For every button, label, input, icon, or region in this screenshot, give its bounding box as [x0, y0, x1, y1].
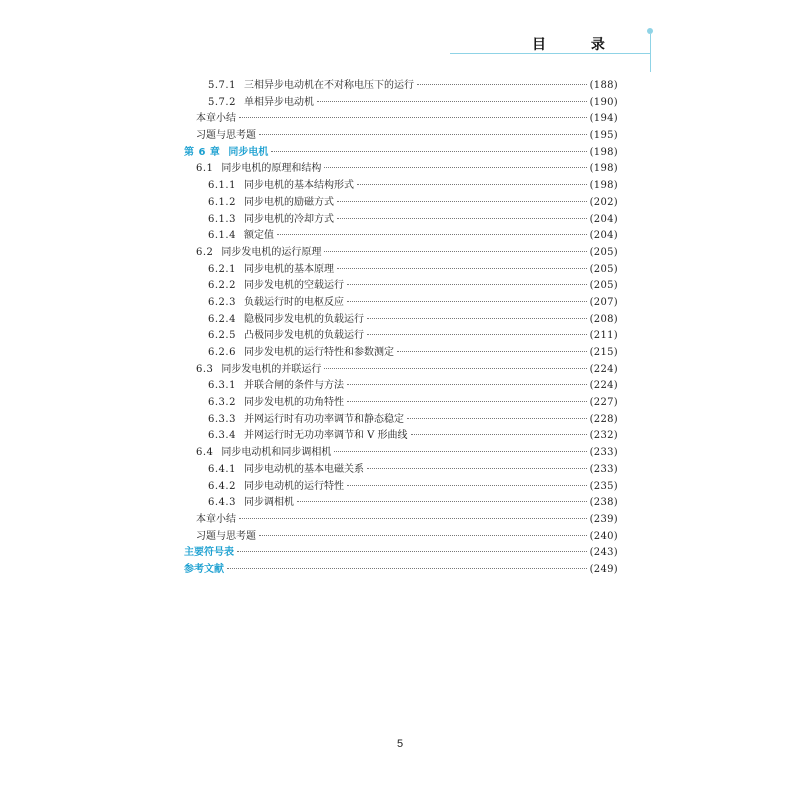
toc-entry-page: (224): [589, 363, 618, 375]
toc-entry-title: 同步电机的原理和结构: [221, 163, 322, 175]
toc-leader-dots: [334, 451, 586, 452]
toc-entry-title: 同步电动机和同步调相机: [221, 447, 332, 459]
toc-leader-dots: [324, 251, 586, 252]
toc-entry-number: 6.2.4: [208, 313, 236, 325]
toc-entry[interactable]: [184, 295, 618, 312]
toc-entry-page: (243): [589, 547, 618, 559]
toc-entry-title: 同步发电机的运行原理: [221, 246, 322, 258]
toc-entry-page: (204): [589, 230, 618, 242]
toc-entry-number: 6.2.6: [208, 347, 236, 358]
toc-entry-title: 同步电机: [228, 146, 269, 158]
toc-chapter-entry[interactable]: [184, 145, 618, 162]
toc-leader-dots: [347, 301, 587, 302]
toc-entry-title: 单相异步电动机: [243, 96, 314, 108]
toc-leader-dots: [407, 418, 587, 419]
toc-entry[interactable]: [184, 245, 618, 262]
toc-entry[interactable]: [184, 195, 618, 212]
page-title: 目 录: [532, 37, 625, 53]
toc-entry-page: (227): [589, 397, 618, 409]
toc-leader-dots: [397, 351, 587, 352]
toc-leader-dots: [277, 234, 587, 235]
toc-entry[interactable]: [184, 362, 618, 379]
toc-entry-title: 同步电动机的基本电磁关系: [243, 463, 364, 475]
toc-entry-number: 5.7.2: [208, 96, 236, 108]
toc-entry-title: 同步调相机: [243, 497, 294, 509]
toc-leader-dots: [297, 501, 587, 502]
toc-entry-number: 6.2.2: [208, 280, 236, 292]
toc-leader-dots: [324, 167, 586, 168]
toc-entry-title: 习题与思考题: [196, 130, 256, 142]
toc-entry-title: 本章小结: [196, 113, 236, 125]
toc-entry-title: 本章小结: [196, 513, 236, 525]
toc-entry-title: 同步发电机的运行特性和参数测定: [243, 347, 394, 358]
toc-entry-page: (205): [589, 280, 618, 292]
toc-entry[interactable]: [184, 529, 618, 546]
toc-entry-number: 6.1.3: [208, 213, 236, 225]
toc-entry-number: 第 6 章: [184, 146, 221, 158]
toc-leader-dots: [367, 334, 587, 335]
toc-entry-title: 同步电机的基本结构形式: [243, 180, 354, 192]
toc-entry-page: (211): [589, 330, 618, 342]
toc-entry-title: 同步电机的基本原理: [243, 263, 334, 275]
toc-leader-dots: [324, 368, 586, 369]
toc-entry-title: 同步发电机的并联运行: [221, 363, 322, 375]
toc-entry-page: (195): [589, 130, 618, 142]
toc-entry[interactable]: [184, 428, 618, 445]
toc-entry-number: 6.1.1: [208, 180, 236, 192]
header-decor-vertical-line: [650, 34, 651, 72]
toc-entry-page: (205): [589, 246, 618, 258]
toc-entry-title: 参考文献: [184, 563, 224, 575]
toc-entry-number: 6.4.3: [208, 497, 236, 509]
toc-entry[interactable]: [184, 328, 618, 345]
toc-entry[interactable]: [184, 495, 618, 512]
toc-entry-number: 6.2.1: [208, 263, 236, 275]
toc-leader-dots: [259, 134, 587, 135]
toc-leader-dots: [237, 551, 587, 552]
toc-entry-number: 6.2.5: [208, 330, 236, 342]
toc-entry-number: 6.4: [196, 447, 214, 459]
toc-entry-number: 6.1.4: [208, 230, 236, 242]
toc-leader-dots: [317, 101, 587, 102]
toc-entry-page: (228): [589, 413, 618, 425]
toc-entry-title: 并联合闸的条件与方法: [243, 380, 344, 392]
toc-entry-title: 隐极同步发电机的负载运行: [243, 313, 364, 325]
toc-entry-number: 6.2.3: [208, 296, 236, 308]
toc-entry-number: 6.4.2: [208, 480, 236, 492]
toc-entry-page: (190): [589, 96, 618, 108]
table-of-contents: [184, 78, 618, 579]
toc-leader-dots: [347, 485, 587, 486]
page-number: 5: [396, 738, 404, 750]
toc-entry-page: (235): [589, 480, 618, 492]
toc-entry-page: (215): [589, 347, 618, 358]
toc-leader-dots: [227, 568, 587, 569]
toc-leader-dots: [337, 201, 587, 202]
toc-entry[interactable]: [184, 78, 618, 95]
toc-entry[interactable]: [184, 479, 618, 496]
toc-entry-number: 6.2: [196, 246, 214, 258]
toc-entry-page: (208): [589, 313, 618, 325]
toc-entry-title: 主要符号表: [184, 547, 234, 559]
toc-entry-page: (238): [589, 497, 618, 509]
toc-entry-page: (224): [589, 380, 618, 392]
toc-leader-dots: [239, 117, 587, 118]
toc-entry-title: 并网运行时有功功率调节和静态稳定: [243, 413, 404, 425]
toc-entry-title: 额定值: [243, 230, 274, 242]
toc-entry-title: 同步电机的冷却方式: [243, 213, 334, 225]
toc-entry-page: (198): [589, 180, 618, 192]
toc-leader-dots: [347, 284, 587, 285]
toc-entry[interactable]: [184, 278, 618, 295]
toc-leader-dots: [337, 268, 587, 269]
toc-leader-dots: [411, 434, 587, 435]
toc-entry[interactable]: [184, 212, 618, 229]
toc-entry[interactable]: [184, 462, 618, 479]
toc-leader-dots: [357, 184, 587, 185]
toc-entry[interactable]: [184, 312, 618, 329]
toc-entry-page: (205): [589, 263, 618, 275]
toc-entry-title: 负载运行时的电枢反应: [243, 296, 344, 308]
toc-entry-number: 6.4.1: [208, 463, 236, 475]
toc-entry-title: 习题与思考题: [196, 530, 256, 542]
toc-entry[interactable]: [184, 445, 618, 462]
toc-entry-number: 6.3: [196, 363, 214, 375]
toc-entry-title: 同步电动机的运行特性: [243, 480, 344, 492]
toc-entry[interactable]: [184, 378, 618, 395]
toc-entry-title: 三相异步电动机在不对称电压下的运行: [243, 80, 414, 91]
toc-entry-page: (233): [589, 463, 618, 475]
toc-chapter-entry[interactable]: [184, 562, 618, 579]
toc-leader-dots: [347, 384, 587, 385]
toc-chapter-entry[interactable]: [184, 545, 618, 562]
toc-entry-number: 6.3.4: [208, 430, 236, 442]
toc-entry[interactable]: [184, 412, 618, 429]
toc-entry-page: (194): [589, 113, 618, 125]
toc-entry[interactable]: [184, 111, 618, 128]
toc-leader-dots: [347, 401, 587, 402]
toc-entry-page: (232): [589, 430, 618, 442]
toc-leader-dots: [337, 218, 587, 219]
toc-entry-number: 6.1: [196, 163, 214, 175]
toc-leader-dots: [367, 318, 587, 319]
toc-entry-title: 同步发电机的功角特性: [243, 397, 344, 409]
toc-entry[interactable]: [184, 395, 618, 412]
toc-leader-dots: [239, 518, 587, 519]
toc-leader-dots: [367, 468, 587, 469]
toc-entry-title: 并网运行时无功功率调节和 V 形曲线: [243, 430, 408, 442]
toc-entry-number: 5.7.1: [208, 80, 236, 91]
toc-entry-page: (240): [589, 530, 618, 542]
toc-entry-page: (239): [589, 513, 618, 525]
toc-leader-dots: [271, 151, 586, 152]
toc-entry-page: (198): [589, 163, 618, 175]
toc-entry[interactable]: [184, 128, 618, 145]
toc-entry-page: (233): [589, 447, 618, 459]
toc-entry[interactable]: [184, 178, 618, 195]
toc-entry[interactable]: [184, 95, 618, 112]
toc-entry[interactable]: [184, 228, 618, 245]
toc-entry[interactable]: [184, 262, 618, 279]
toc-entry-page: (188): [589, 80, 618, 91]
toc-entry-number: 6.3.2: [208, 397, 236, 409]
toc-leader-dots: [417, 84, 587, 85]
toc-leader-dots: [259, 535, 587, 536]
toc-entry-number: 6.3.1: [208, 380, 236, 392]
toc-entry-page: (207): [589, 296, 618, 308]
toc-entry-title: 同步发电机的空载运行: [243, 280, 344, 292]
toc-entry-page: (249): [589, 563, 618, 575]
toc-entry-title: 凸极同步发电机的负载运行: [243, 330, 364, 342]
toc-entry-title: 同步电机的励磁方式: [243, 196, 334, 208]
toc-entry-page: (202): [589, 196, 618, 208]
toc-entry-number: 6.1.2: [208, 196, 236, 208]
toc-entry-page: (204): [589, 213, 618, 225]
toc-entry[interactable]: [184, 345, 618, 362]
toc-entry[interactable]: [184, 512, 618, 529]
toc-entry-page: (198): [589, 146, 618, 158]
toc-entry[interactable]: [184, 161, 618, 178]
toc-entry-number: 6.3.3: [208, 413, 236, 425]
